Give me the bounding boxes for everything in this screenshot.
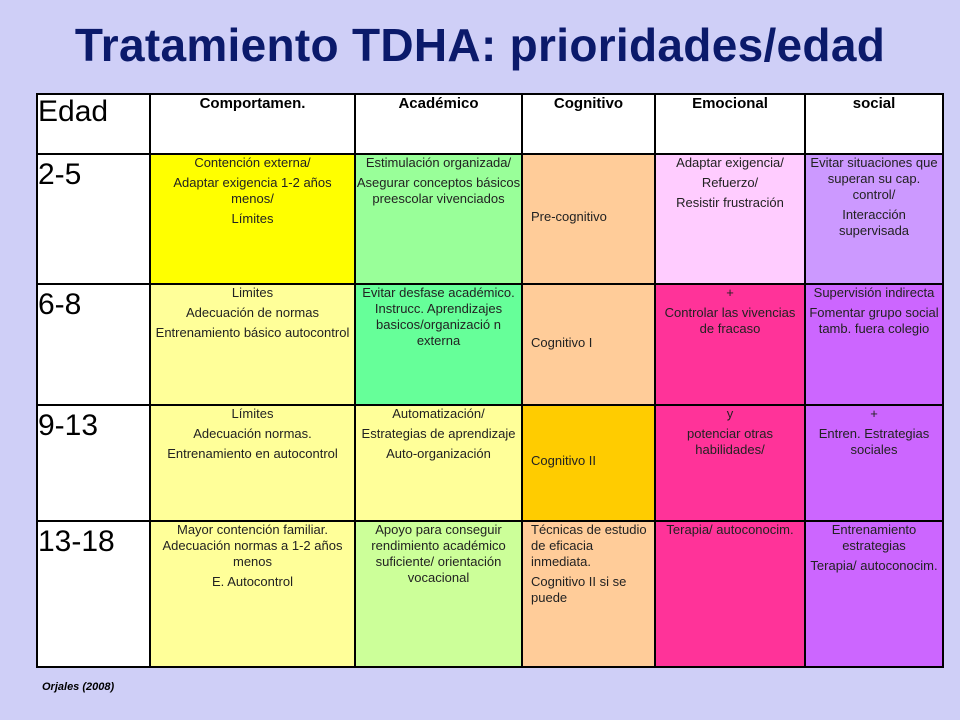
- cell-line: Límites: [231, 211, 274, 226]
- cell-line: Límites: [231, 406, 274, 421]
- cell-line: Adaptar exigencia 1-2 años menos/: [173, 175, 332, 206]
- cell-line: Limites: [231, 285, 274, 300]
- cell-academico: [355, 154, 522, 284]
- cell-line: Asegurar conceptos básicos preescolar vivenciados: [356, 175, 521, 206]
- table-row: [37, 405, 943, 521]
- cell-line: Adecuación normas.: [193, 426, 312, 441]
- cell-line: Terapia/ autoconocim.: [810, 558, 938, 573]
- cell-comportamiento: [150, 521, 355, 667]
- table-row: [37, 154, 943, 284]
- cell-comportamiento: [150, 405, 355, 521]
- cell-line: Entrenamiento en autocontrol: [167, 446, 338, 461]
- cell-line: potenciar otras habilidades/: [687, 426, 773, 457]
- cell-line: Refuerzo/: [701, 175, 759, 190]
- cell-line: y: [726, 406, 734, 421]
- cell-cognitivo: [522, 284, 655, 405]
- table-row: [37, 521, 943, 667]
- cell-line: +: [726, 285, 734, 300]
- cell-line: E. Autocontrol: [212, 574, 293, 589]
- cell-line: Entren. Estrategias sociales: [818, 426, 930, 457]
- cell-line: Cognitivo II: [531, 453, 597, 468]
- cell-line: Estrategias de aprendizaje: [361, 426, 516, 441]
- table-header-row: [37, 94, 943, 154]
- page-title: Tratamiento TDHA: prioridades/edad: [74, 19, 886, 71]
- cell-cognitivo: [522, 521, 655, 667]
- cell-line: Entrenamiento estrategias: [831, 522, 917, 553]
- cell-emocional: [655, 521, 805, 667]
- cell-emocional: [655, 284, 805, 405]
- age-cell: 6-8: [37, 284, 150, 405]
- cell-academico: [355, 284, 522, 405]
- cell-emocional: [655, 154, 805, 284]
- column-header-emocional: Emocional: [655, 94, 805, 154]
- cell-line: Adecuación de normas: [186, 305, 319, 320]
- cell-line: Resistir frustración: [676, 195, 784, 210]
- source-citation: Orjales (2008): [42, 681, 115, 693]
- age-column-header: Edad: [37, 94, 150, 154]
- column-header-academico: Académico: [355, 94, 522, 154]
- cell-academico: [355, 521, 522, 667]
- cell-line: Mayor contención familiar. Adecuación normas a 1-2 años menos: [162, 522, 343, 569]
- age-cell: 2-5: [37, 154, 150, 284]
- cell-social: [805, 521, 943, 667]
- cell-line: Cognitivo II si se puede: [531, 574, 627, 605]
- cell-line: Interacción supervisada: [838, 207, 910, 238]
- cell-line: Fomentar grupo social tamb. fuera colegio: [809, 305, 939, 336]
- cell-line: Contención externa/: [194, 155, 311, 170]
- cell-cognitivo: [522, 154, 655, 284]
- cell-line: Supervisión indirecta: [813, 285, 935, 300]
- cell-social: [805, 405, 943, 521]
- cell-line: Auto-organización: [386, 446, 491, 461]
- cell-line: Técnicas de estudio de eficacia inmediata.: [531, 522, 647, 569]
- priorities-table: [36, 93, 944, 668]
- cell-line: Evitar situaciones que superan su cap. control/: [810, 155, 938, 202]
- column-header-cognitivo: Cognitivo: [522, 94, 655, 154]
- cell-comportamiento: [150, 154, 355, 284]
- cell-line: Pre-cognitivo: [531, 209, 607, 224]
- column-header-comportamiento: Comportamen.: [150, 94, 355, 154]
- cell-line: Cognitivo I: [531, 334, 593, 350]
- cell-social: [805, 284, 943, 405]
- cell-line: Estimulación organizada/: [365, 155, 512, 170]
- cell-line: Adaptar exigencia/: [676, 155, 784, 170]
- cell-line: Entrenamiento básico autocontrol: [155, 325, 350, 340]
- table-row: [37, 284, 943, 405]
- cell-emocional: [655, 405, 805, 521]
- cell-line: Controlar las vivencias de fracaso: [664, 305, 796, 336]
- cell-comportamiento: [150, 284, 355, 405]
- cell-cognitivo: [522, 405, 655, 521]
- column-header-social: social: [805, 94, 943, 154]
- age-cell: 9-13: [37, 405, 150, 521]
- cell-line: Automatización/: [392, 406, 485, 421]
- cell-line: Evitar desfase académico. Instrucc. Aprendizajes basicos/organizació n externa: [362, 285, 515, 348]
- cell-line: Apoyo para conseguir rendimiento académico suficiente/ orientación vocacional: [371, 522, 506, 585]
- cell-academico: [355, 405, 522, 521]
- cell-line: Terapia/ autoconocim.: [666, 522, 794, 537]
- cell-line: +: [870, 406, 878, 421]
- cell-social: [805, 154, 943, 284]
- age-cell: 13-18: [37, 521, 150, 667]
